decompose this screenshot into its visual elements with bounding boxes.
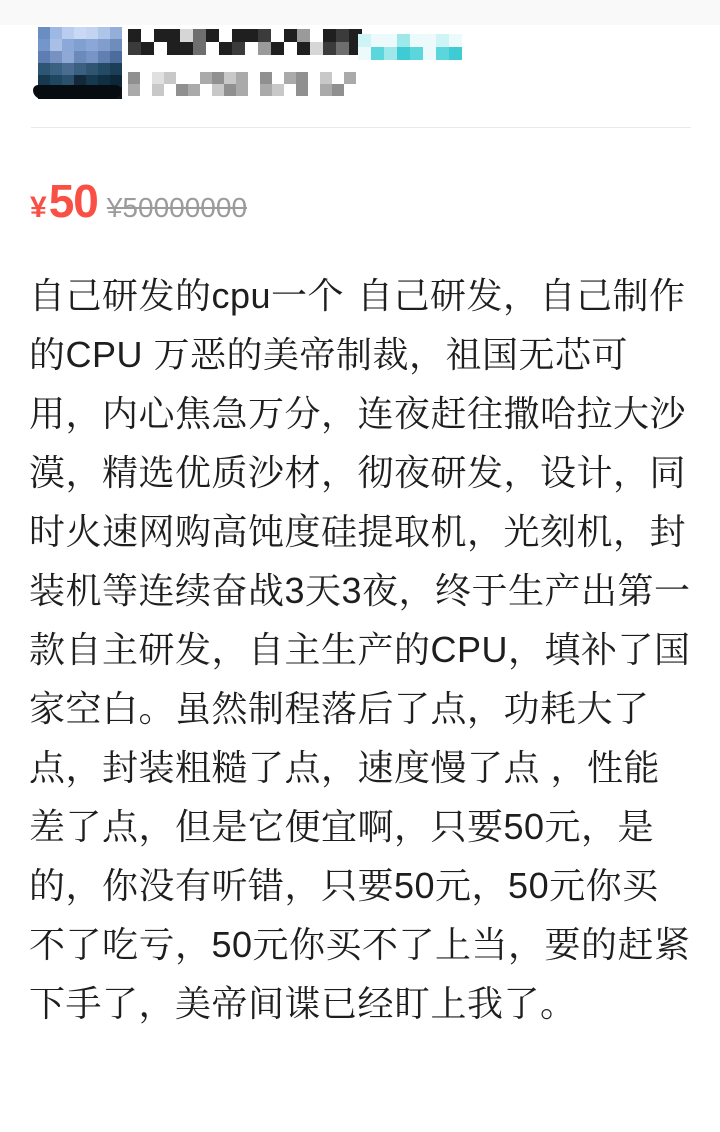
seller-badges-redacted (358, 34, 462, 60)
avatar-base (33, 85, 121, 99)
price (30, 174, 247, 228)
listing-description: 自己研发，自己制作的CPU 万恶的美帝制裁，祖国无芯可用，内心焦急万分，连夜赶往撒哈拉大沙漠，精选优质沙材，彻夜研发，设计，同时火速网购高饨度硅提取机，光刻机，封装机等连续奋战3天3夜，终于生产出第一款自主研发，自主生产的CPU，填补了国家空白。虽然制程落后了点，功耗大了点，封装粗糙了点，速度慢了点 ，性能差了点，但是它便宜啊，只要50元，是的，你没有听错，只要50元，50元你买不了吃亏，50元你买不了上当，要的赶紧下手了，美帝间谍已经盯上我了。 (29, 275, 691, 1024)
original-price-strikethrough: ¥50000000 (106, 192, 248, 223)
price-amount: 50 (48, 175, 98, 227)
listing-body-text (29, 266, 693, 1033)
divider (31, 127, 691, 128)
seller-name-redacted[interactable] (128, 29, 362, 55)
price-currency-symbol: ¥ (30, 191, 47, 224)
status-bar (0, 0, 720, 25)
listing-title: 自己研发的cpu一个 (29, 275, 345, 316)
seller-subtitle-redacted (128, 72, 356, 96)
